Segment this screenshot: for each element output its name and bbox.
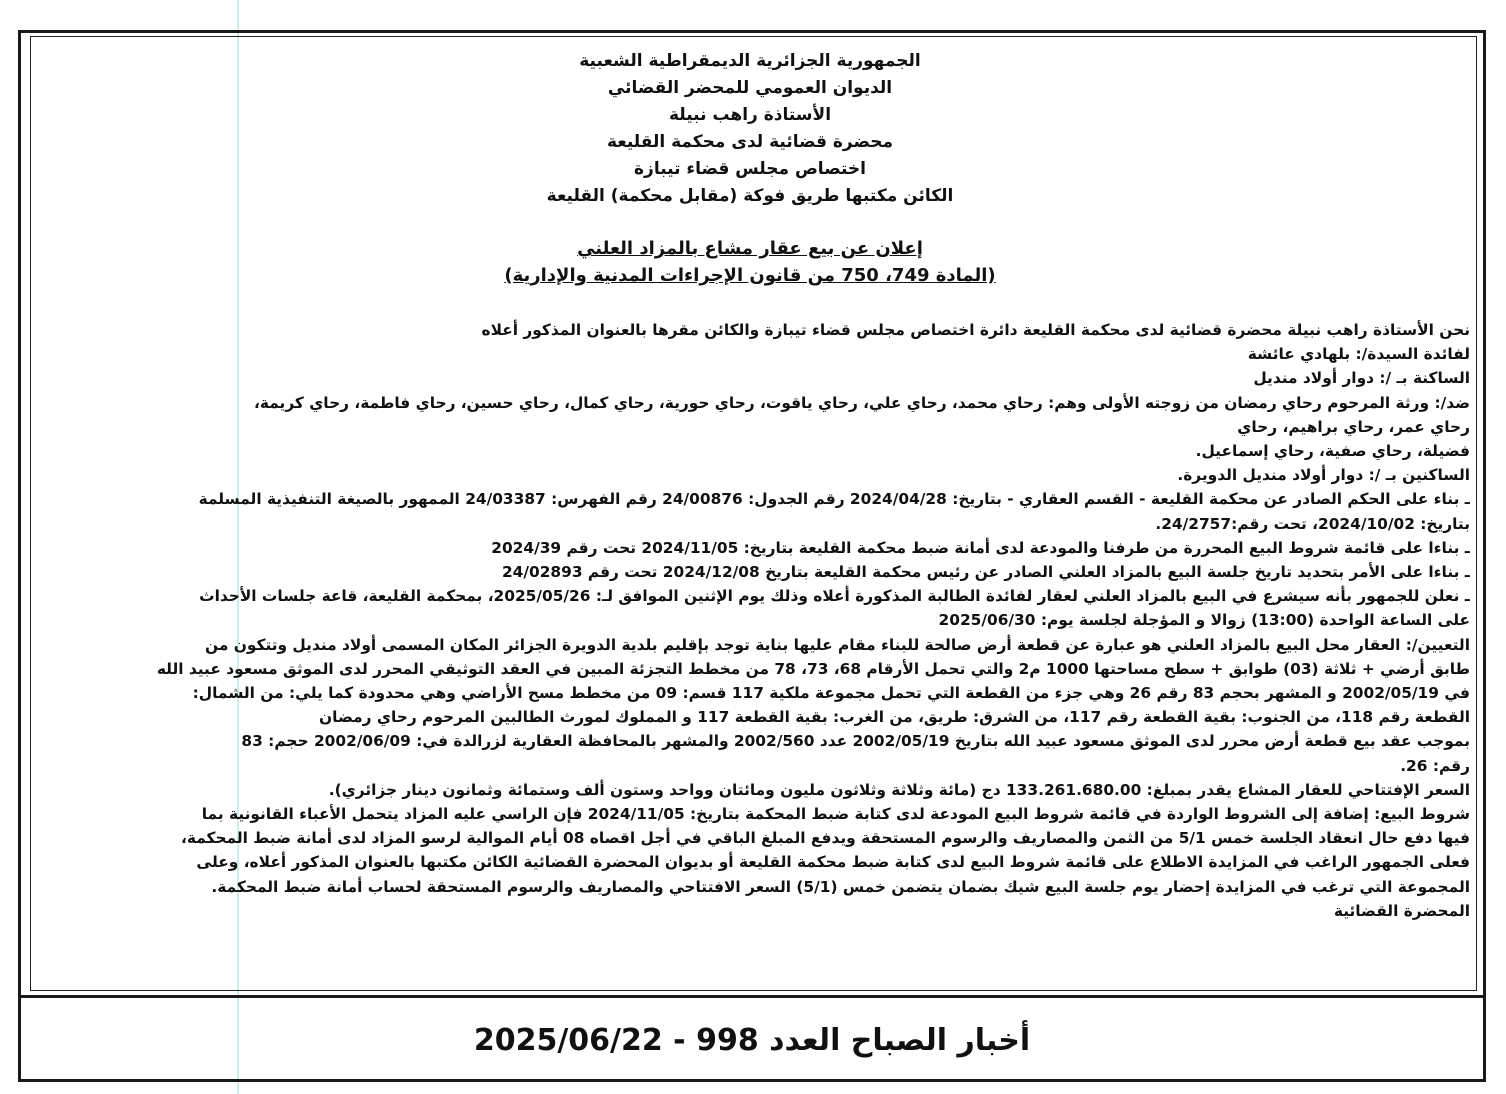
body-line-designation-cont: في 2002/05/19 و المشهر بحجم 83 رقم 26 وهي جزء من القطعة التي تحمل مجموعة ملكية 117 قسم: 09 من مخطط مسح الأراضي وهي محدودة كما يلي: من الشمال: <box>192 684 1470 703</box>
body-line-sale-conditions-cont: المجموعة التي ترغب في المزايدة إحضار يوم جلسة البيع شيك بضمان يتضمن خمس (5/1) السعر الافتتاحي والمصاريف والرسوم المستحقة لحساب أمانة ضبط المحكمة. <box>211 877 1470 896</box>
body-line-against-cont: رحاي عمر، رحاي براهيم، رحاي <box>1237 417 1470 436</box>
body-line-signature: المحضرة القضائية <box>1333 901 1470 920</box>
header-line-jurisdiction: اختصاص مجلس قضاء تيبازة <box>634 159 866 179</box>
body-line-beneficiary-address: الساكنة بـ /: دوار أولاد منديل <box>1253 369 1470 388</box>
office-header <box>250 48 1250 210</box>
body-line-against: ضد/: ورثة المرحوم رحاي رمضان من زوجته الأولى وهم: رحاي محمد، رحاي علي، رحاي ياقوت، رحاي حورية، رحاي كمال، رحاي حسين، رحاي فاطمة، رحاي كريمة، <box>254 393 1470 412</box>
header-line-court: محضرة قضائية لدى محكمة القليعة <box>606 132 894 152</box>
body-line-order: ـ بناءا على الأمر بتحديد تاريخ جلسة البيع بالمزاد العلني الصادر عن رئيس محكمة القليعة بتاريخ 2024/12/08 تحت رقم 24/02893 <box>501 563 1470 582</box>
newspaper-issue-line: أخبار الصباح العدد 998 - 2025/06/22 <box>473 1022 1031 1058</box>
body-line-designation-cont: طابق أرضي + ثلاثة (03) طوابق + سطح مساحتها 1000 م2 والتي تحمل الأرقام 68، 73، 78 من مخطط التجزئة المبين في العقد التوثيقي المحرر لدى الموثق مسعود عبيد الله <box>156 659 1470 678</box>
body-line-sale-conditions: شروط البيع: إضافة إلى الشروط الواردة في قائمة شروط البيع المودعة لدى كتابة ضبط المحكمة بتاريخ: 2024/11/05 فإن الراسي عليه المزاد يتحمل الأعباء القانونية بما <box>201 805 1470 824</box>
body-line-beneficiary: لفائدة السيدة/: بلهادي عائشة <box>1247 345 1470 364</box>
body-line-designation-cont: القطعة رقم 118، من الجنوب: بقية القطعة رقم 117، من الشرق: طريق، من الغرب: بقية القطعة 117 و المملوك لمورث الطالبين المرحوم رحاي رمضان <box>319 708 1470 727</box>
body-line-against-cont: فضيلة، رحاي صفية، رحاي إسماعيل. <box>1195 442 1470 461</box>
body-line-deed: بموجب عقد بيع قطعة أرض محرر لدى الموثق مسعود عبيد الله بتاريخ 2002/05/19 عدد 2002/560 والمشهر بالمحافظة العقارية لزرالدة في: 2002/06/09 حجم: 83 <box>241 732 1470 751</box>
newspaper-footer <box>18 998 1486 1082</box>
announcement-title <box>250 235 1250 289</box>
body-line-judgment: ـ بناء على الحكم الصادر عن محكمة القليعة - القسم العقاري - بتاريخ: 2024/04/28 رقم الجدول: 24/00876 رقم الفهرس: 24/03387 الممهور بالصيغة التنفيذية المسلمة <box>198 490 1470 509</box>
header-line-office: الديوان العمومي للمحضر القضائي <box>607 78 893 98</box>
body-line-intro: نحن الأستاذة راهب نبيلة محضرة قضائية لدى محكمة القليعة دائرة اختصاص مجلس قضاء تيبازة والكائن مقرها بالعنوان المذكور أعلاه <box>481 321 1470 339</box>
body-line-sale-conditions-cont: فيها دفع حال انعقاد الجلسة خمس 5/1 من الثمن والمصاريف والرسوم المستحقة ويدفع المبلغ الباقي في أجل اقصاه 08 أيام الموالية لرسو المزاد لدى أمانة ضبط المحكمة، <box>181 829 1470 848</box>
body-line-judgment-cont: بتاريخ: 2024/10/02، تحت رقم:24/2757. <box>1155 514 1470 533</box>
body-line-deed-cont: رقم: 26. <box>1400 756 1470 775</box>
body-line-notice: ـ نعلن للجمهور بأنه سيشرع في البيع بالمزاد العلني لعقار لفائدة الطالبة المذكورة أعلاه وذلك يوم الإثنين الموافق لـ: 2025/05/26، بمحكمة القليعة، قاعة جلسات الأحداث <box>199 587 1470 606</box>
body-line-conditions-list: ـ بناءا على قائمة شروط البيع المحررة من طرفنا والمودعة لدى أمانة ضبط محكمة القليعة بتاريخ: 2024/11/05 تحت رقم 2024/39 <box>491 538 1470 557</box>
body-line-opening-price: السعر الإفتتاحي للعقار المشاع يقدر بمبلغ: 133.261.680.00 دج (مائة وثلاثة وثلاثون مليون ومائتان وواحد وستون ألف وستمائة وثمانون دينار جزائري). <box>328 780 1470 799</box>
body-line-notice-cont: على الساعة الواحدة (13:00) زوالا و المؤجلة لجلسة يوم: 2025/06/30 <box>938 611 1470 630</box>
title-main: إعلان عن بيع عقار مشاع بالمزاد العلني <box>577 238 923 259</box>
header-line-address: الكائن مكتبها طريق فوكة (مقابل محكمة) القليعة <box>546 186 954 206</box>
header-line-name: الأستاذة راهب نبيلة <box>668 105 832 125</box>
body-line-defendants-address: الساكنين بـ /: دوار أولاد منديل الدويرة. <box>1177 466 1470 485</box>
body-line-sale-conditions-cont: فعلى الجمهور الراغب في المزايدة الاطلاع على قائمة شروط البيع لدى كتابة ضبط محكمة القليعة أو بديوان المحضرة القضائية الكائن مكتبها بالعنوان المذكور أعلاه، وعلى <box>196 853 1470 872</box>
body-line-designation: التعيين/: العقار محل البيع بالمزاد العلني هو عبارة عن قطعة أرض صالحة للبناء مقام عليها بناية توجد بإقليم بلدية الدويرة الجزائر المكان المسمى أولاد منديل وتتكون من <box>204 635 1470 654</box>
header-line-republic: الجمهورية الجزائرية الديمقراطية الشعبية <box>579 51 921 71</box>
title-legal-reference: (المادة 749، 750 من قانون الإجراءات المدنية والإدارية) <box>504 265 996 286</box>
announcement-body <box>38 318 1470 923</box>
